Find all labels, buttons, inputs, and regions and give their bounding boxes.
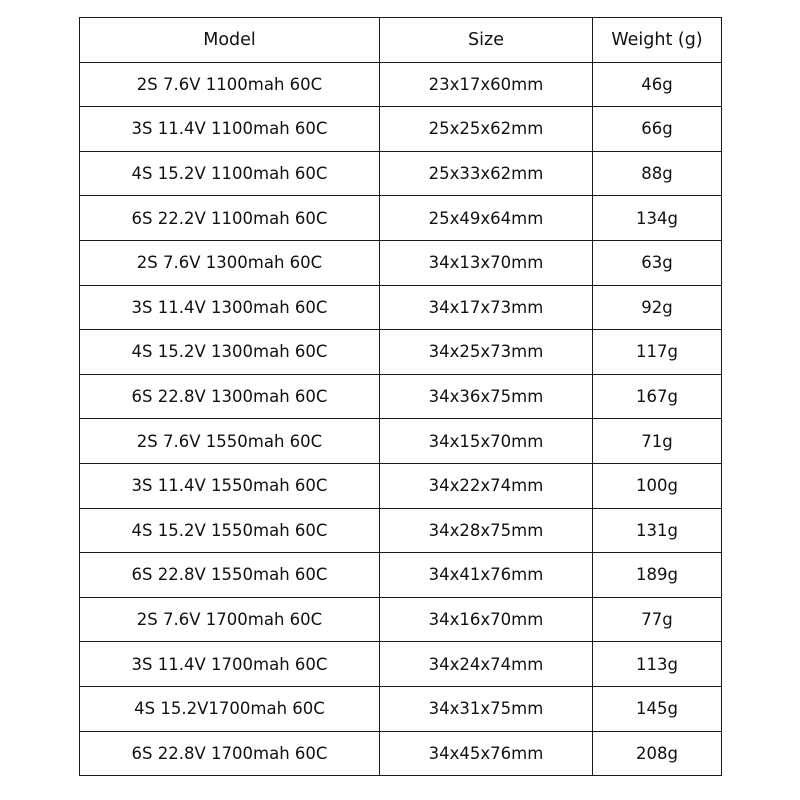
battery-spec-table [79,17,722,776]
table-row [80,62,722,107]
cell-model: 6S 22.8V 1700mah 60C [80,731,380,776]
table-row [80,285,722,330]
table-row [80,597,722,642]
table-row [80,374,722,419]
cell-model: 4S 15.2V 1300mah 60C [80,330,380,375]
table-header [80,18,722,63]
cell-model: 2S 7.6V 1100mah 60C [80,62,380,107]
cell-model: 2S 7.6V 1300mah 60C [80,240,380,285]
cell-model: 4S 15.2V1700mah 60C [80,686,380,731]
cell-weight: 88g [593,151,722,196]
cell-weight: 63g [593,240,722,285]
cell-weight: 100g [593,463,722,508]
cell-size: 25x33x62mm [380,151,593,196]
cell-weight: 208g [593,731,722,776]
cell-model: 6S 22.8V 1300mah 60C [80,374,380,419]
cell-model: 6S 22.8V 1550mah 60C [80,553,380,598]
cell-model: 3S 11.4V 1100mah 60C [80,107,380,152]
cell-size: 25x49x64mm [380,196,593,241]
cell-weight: 71g [593,419,722,464]
cell-model: 2S 7.6V 1700mah 60C [80,597,380,642]
cell-weight: 92g [593,285,722,330]
table-row [80,151,722,196]
cell-weight: 66g [593,107,722,152]
cell-size: 34x24x74mm [380,642,593,687]
cell-model: 2S 7.6V 1550mah 60C [80,419,380,464]
table-row [80,463,722,508]
cell-weight: 113g [593,642,722,687]
cell-size: 23x17x60mm [380,62,593,107]
cell-weight: 167g [593,374,722,419]
table-row [80,196,722,241]
cell-size: 34x22x74mm [380,463,593,508]
table-row [80,686,722,731]
cell-size: 34x36x75mm [380,374,593,419]
cell-size: 34x16x70mm [380,597,593,642]
cell-model: 3S 11.4V 1550mah 60C [80,463,380,508]
table-row [80,553,722,598]
cell-size: 34x13x70mm [380,240,593,285]
cell-weight: 131g [593,508,722,553]
cell-size: 34x31x75mm [380,686,593,731]
header-weight: Weight (g) [593,18,722,63]
cell-size: 34x45x76mm [380,731,593,776]
cell-weight: 117g [593,330,722,375]
table-row [80,107,722,152]
table-row [80,508,722,553]
table-row [80,330,722,375]
cell-weight: 134g [593,196,722,241]
header-model: Model [80,18,380,63]
cell-weight: 145g [593,686,722,731]
cell-model: 6S 22.2V 1100mah 60C [80,196,380,241]
cell-size: 34x28x75mm [380,508,593,553]
table-body [80,62,722,776]
cell-weight: 189g [593,553,722,598]
cell-weight: 77g [593,597,722,642]
table-row [80,731,722,776]
table-row [80,642,722,687]
cell-size: 34x41x76mm [380,553,593,598]
cell-model: 4S 15.2V 1550mah 60C [80,508,380,553]
cell-weight: 46g [593,62,722,107]
cell-size: 34x25x73mm [380,330,593,375]
header-size: Size [380,18,593,63]
table-row [80,419,722,464]
cell-model: 4S 15.2V 1100mah 60C [80,151,380,196]
cell-size: 25x25x62mm [380,107,593,152]
header-row [80,18,722,63]
cell-model: 3S 11.4V 1700mah 60C [80,642,380,687]
cell-size: 34x17x73mm [380,285,593,330]
cell-model: 3S 11.4V 1300mah 60C [80,285,380,330]
table-row [80,240,722,285]
cell-size: 34x15x70mm [380,419,593,464]
